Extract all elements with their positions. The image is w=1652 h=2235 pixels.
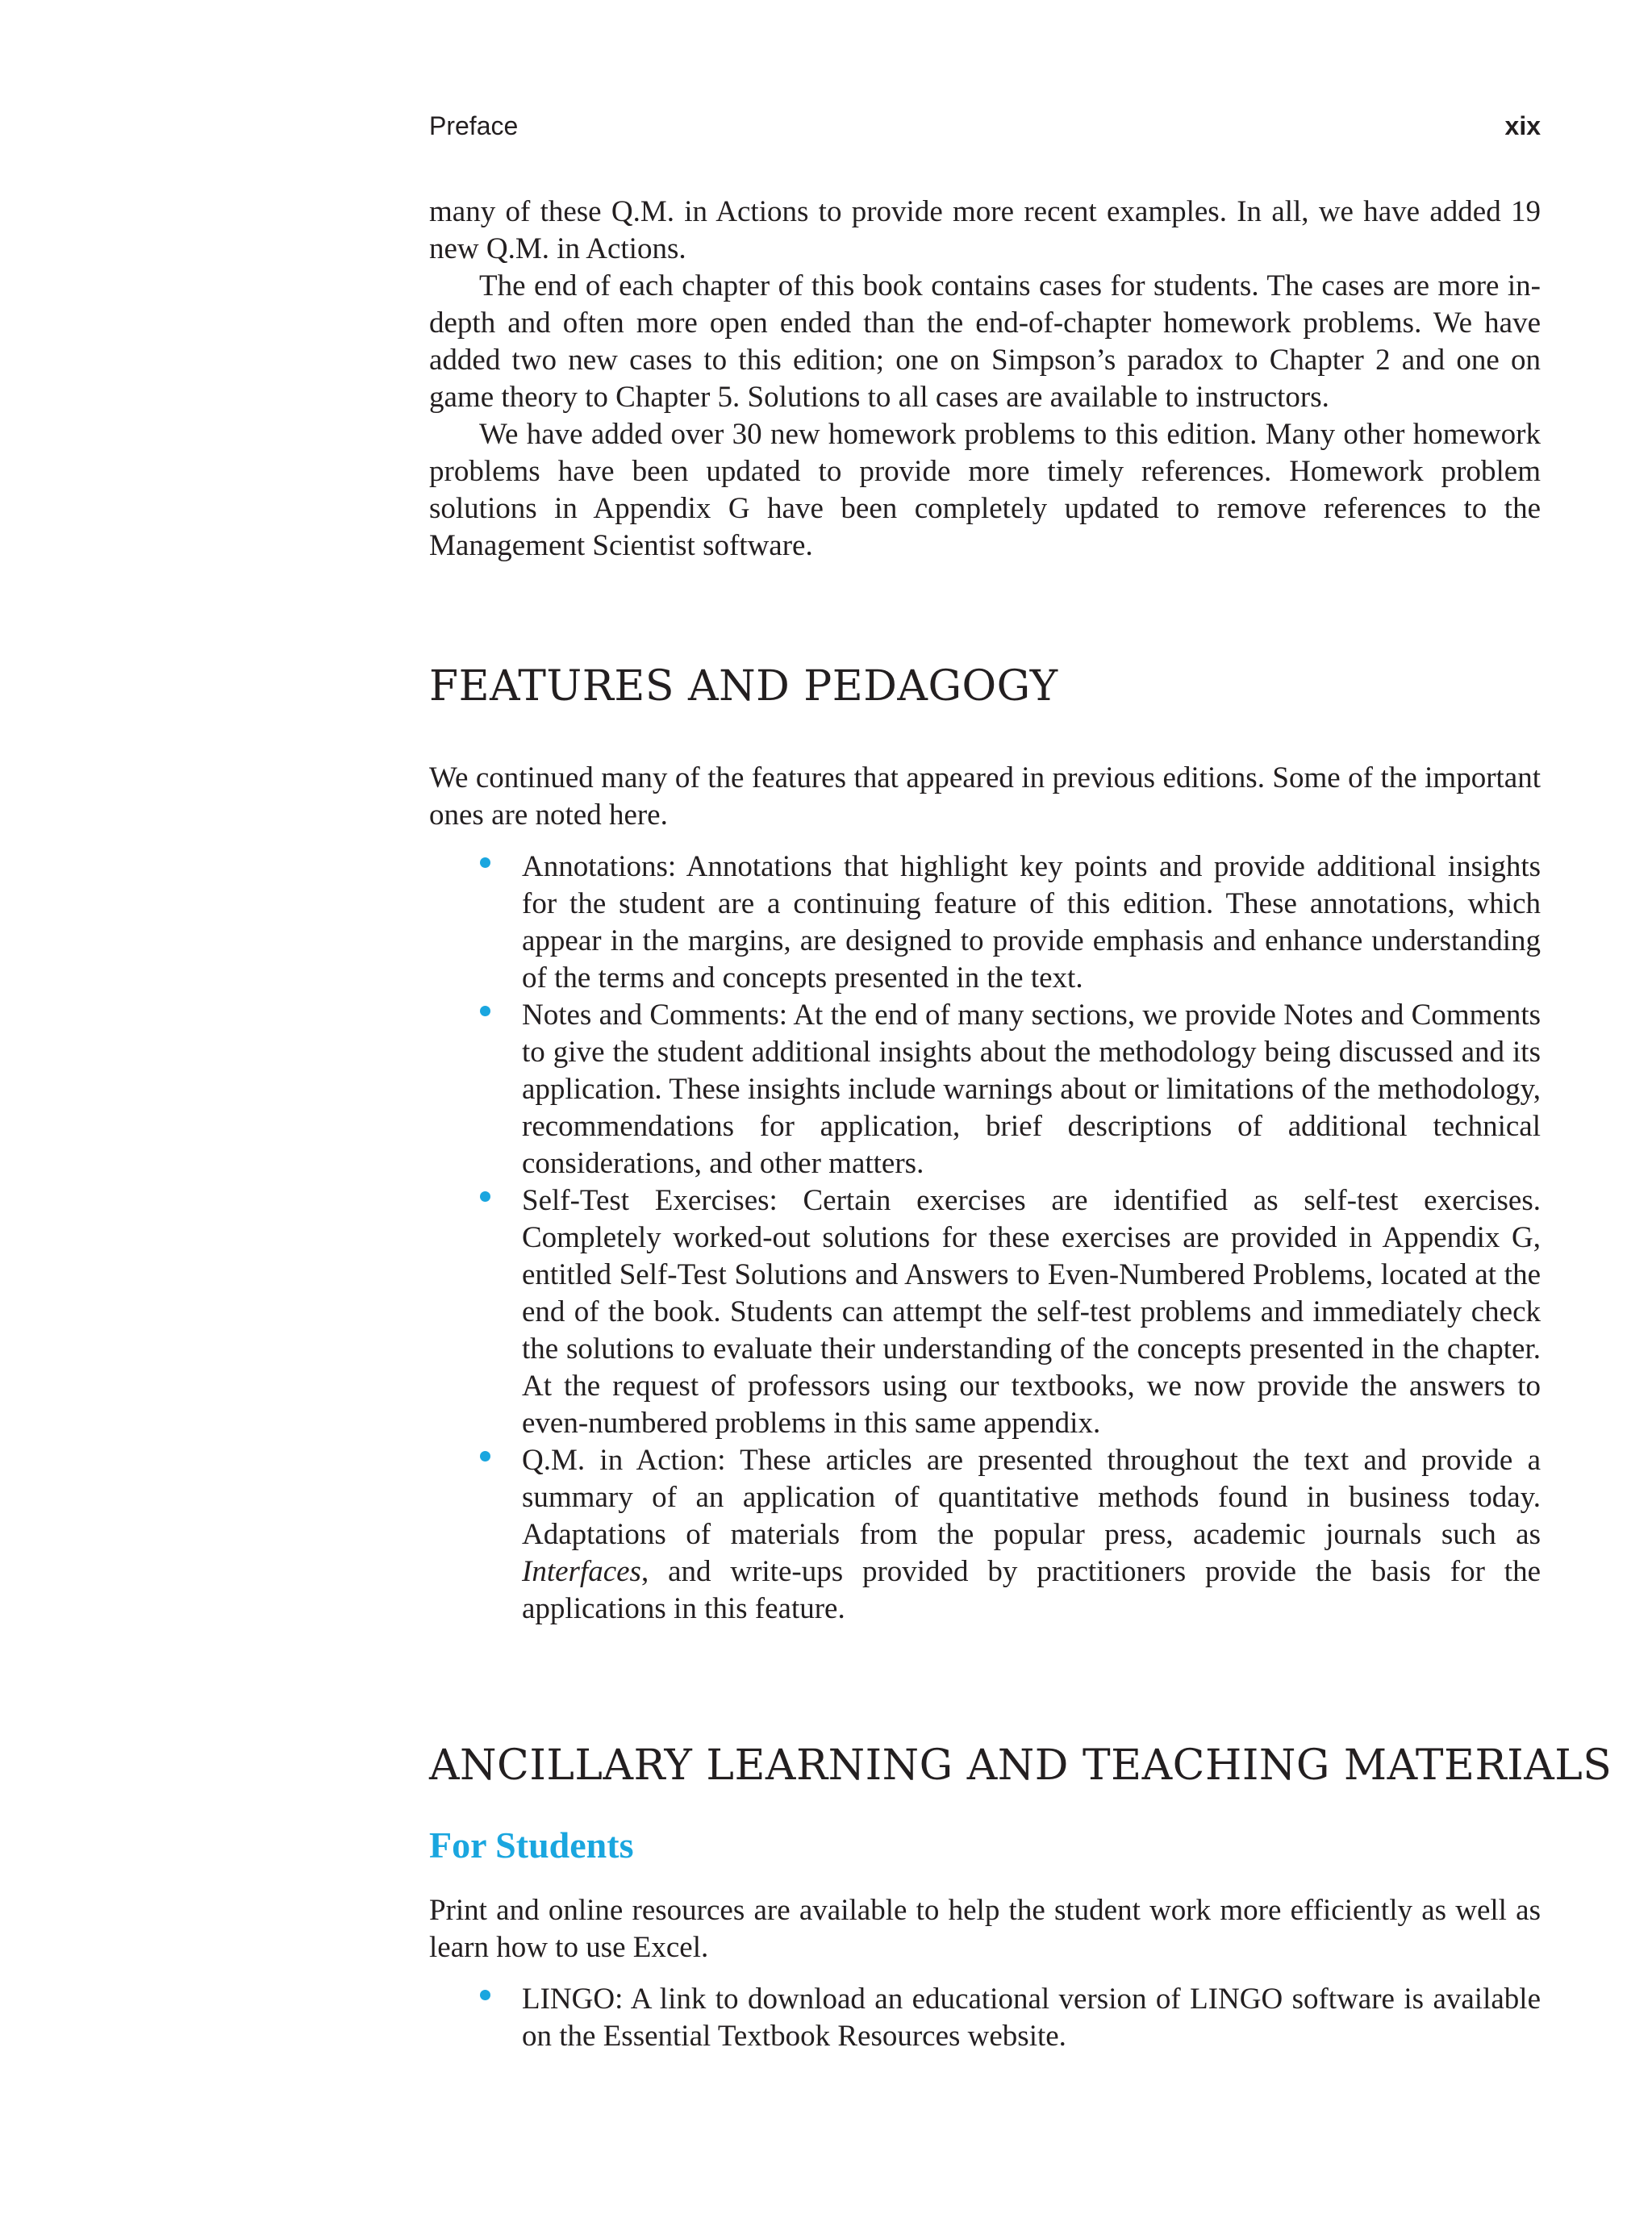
list-item-text: Self-Test Exercises: Certain exercises are identified as self-test exercises. Completely worked-out solutions for these exercises are provided in Appendix G, entitled Self-Test Solutions and Answers to Even-Numbered Problems, located at the end of the book. Students can attempt the self-test problems and immediately check the solutions to evaluate their understanding of the concepts presented in the chapter. At the request of professors using our textbooks, we now provide the answers to even-numbered problems in this same appendix. (522, 1184, 1541, 1440)
features-list (429, 849, 1541, 1628)
page-number: xix (1504, 111, 1541, 140)
list-item (522, 1442, 1541, 1628)
list-item-text: LINGO: A link to download an educational version of LINGO software is available on the Essential Textbook Resources website. (522, 1983, 1541, 2053)
list-item-text: Annotations: Annotations that highlight key points and provide additional insights for the student are a continuing feature of this edition. These annotations, which appear in the margins, are designed to provide emphasis and enhance understanding of the terms and concepts presented in the text. (522, 850, 1541, 994)
bullet-icon (480, 1990, 490, 2000)
running-head (429, 110, 1541, 142)
paragraph-qm-actions: many of these Q.M. in Actions to provide more recent examples. In all, we have added 19 new Q.M. in Actions. (429, 195, 1541, 265)
list-item-text-end: , and write-ups provided by practitioners provide the basis for the applications in this feature. (522, 1555, 1541, 1625)
list-item-text: Notes and Comments: At the end of many sections, we provide Notes and Comments to give the student additional insights about the methodology being discussed and its application. These insights include warnings about or limitations of the methodology, recommendations for application, brief descriptions of additional technical considerations, and other matters. (522, 999, 1541, 1180)
list-item (522, 1182, 1541, 1442)
bullet-icon (480, 1451, 490, 1462)
students-intro: Print and online resources are available to help the student work more efficiently as well as learn how to use Excel. (429, 1894, 1541, 1964)
section-heading-features: FEATURES AND PEDAGOGY (429, 662, 1058, 711)
page-body (429, 194, 1612, 2055)
paragraph-cases: The end of each chapter of this book contains cases for students. The cases are more in-depth and often more open ended than the end-of-chapter homework problems. We have added two new cases to this edition; one on Simpson’s paradox to Chapter 2 and one on game theory to Chapter 5. Solutions to all cases are available to instructors. (429, 269, 1541, 414)
features-intro: We continued many of the features that appeared in previous editions. Some of the important ones are noted here. (429, 761, 1541, 832)
bullet-icon (480, 1006, 490, 1016)
list-item-text: Q.M. in Action: These articles are presented throughout the text and provide a summary of an application of quantitative methods found in business today. Adaptations of materials from the popular press, academic journals such as (522, 1444, 1541, 1551)
section-heading-ancillary: ANCILLARY LEARNING AND TEACHING MATERIALS (429, 1741, 1612, 1790)
journal-title: Interfaces (522, 1555, 641, 1588)
bullet-icon (480, 857, 490, 868)
subheading-for-students: For Students (429, 1824, 634, 1866)
students-resources-list (429, 1981, 1541, 2055)
list-item (522, 1981, 1541, 2055)
list-item (522, 849, 1541, 997)
running-head-section: Preface (429, 111, 519, 140)
paragraph-homework: We have added over 30 new homework problems to this edition. Many other homework problems have been updated to provide more timely references. Homework problem solutions in Appendix G have been completely updated to remove references to the Management Scientist software. (429, 418, 1541, 562)
list-item (522, 997, 1541, 1182)
bullet-icon (480, 1191, 490, 1202)
